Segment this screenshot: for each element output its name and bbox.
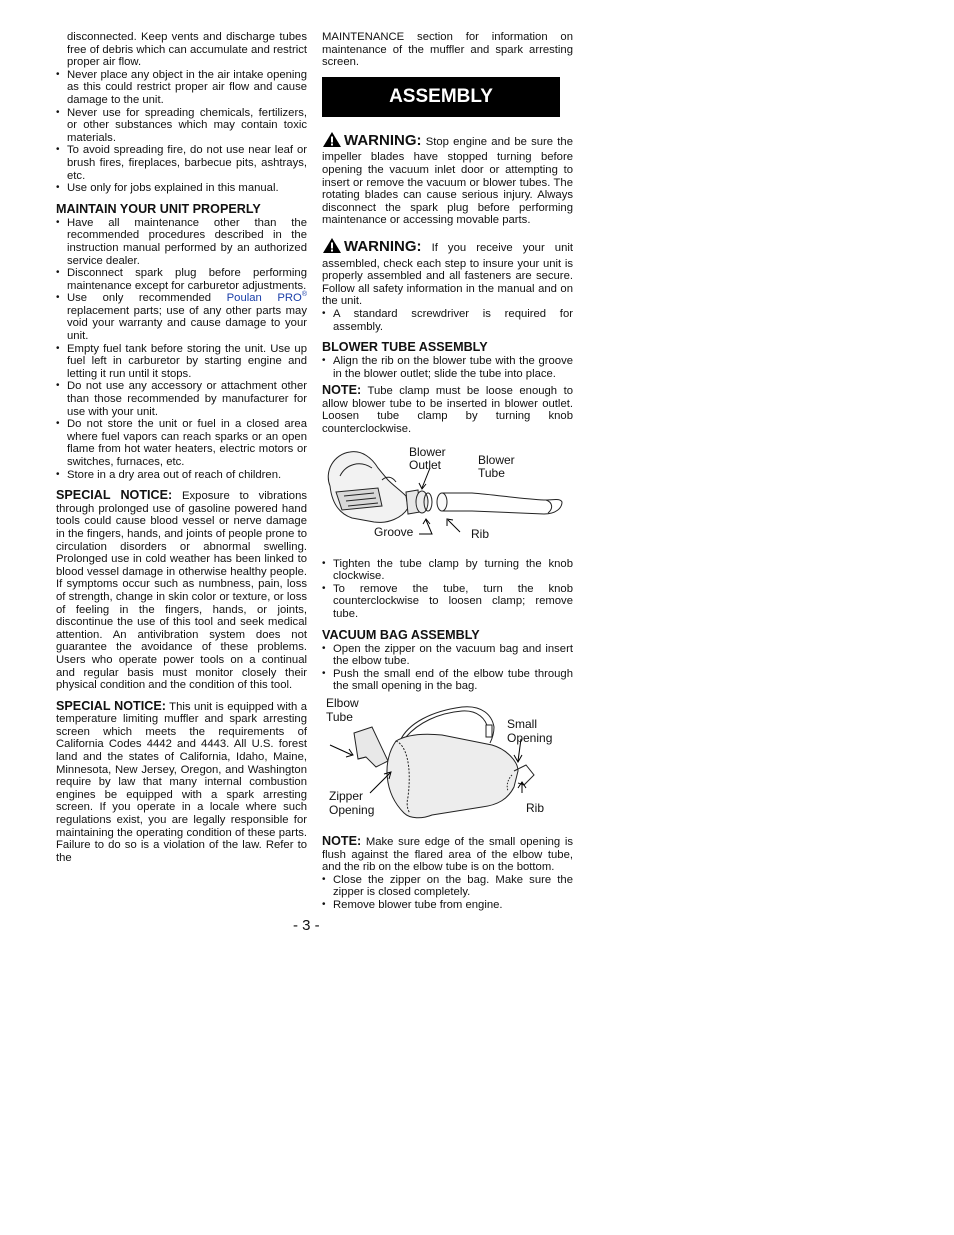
special-notice-vibration: [56, 489, 307, 692]
left-column: [56, 31, 307, 864]
notice-label: SPECIAL NOTICE:: [56, 488, 173, 503]
blower-tube-illustration: [322, 446, 573, 550]
maintain-heading: MAINTAIN YOUR UNIT PROPERLY: [56, 201, 261, 216]
label-rib: Rib: [526, 801, 545, 815]
list-item: • Disconnect spark plug before performing maintenance except for carburetor adjustments.: [56, 267, 307, 292]
list-item: • Push the small end of the elbow tube through the small opening in the bag.: [322, 668, 573, 693]
right-column: [322, 31, 573, 912]
vacuum-bag-heading: VACUUM BAG ASSEMBLY: [322, 627, 480, 642]
list-item: • Align the rib on the blower tube with the groove in the blower outlet; slide the tube into place.: [322, 355, 573, 380]
label-rib: Rib: [471, 526, 490, 541]
page-number: - 3 -: [293, 917, 320, 934]
list-item: • Tighten the tube clamp by turning the knob clockwise.: [322, 558, 573, 583]
blower-tube-heading: BLOWER TUBE ASSEMBLY: [322, 340, 488, 355]
notice-text: This unit is equipped with a temperature limiting muffler and spark arresting screen which meets the requirements of California Codes 4442 and 4443. All U.S. forest land and the states of California, Idaho, Maine, Minnesota, New Jersey, Oregon, and Washington require by law that many internal combustion engines be equipped with a spark arresting screen. If you operate in a locale where such regulations exist, you are legally responsible for maintaining the operating condition of these parts. Failure to do so is a violation of the law. Refer to the: [56, 700, 307, 864]
label-blower-tube: Blower Tube: [478, 452, 515, 481]
warning-label: WARNING:: [344, 131, 422, 149]
note-small-opening: [322, 835, 573, 874]
list-item: • Do not store the unit or fuel in a closed area where fuel vapors can reach sparks or an open flame from hot water heaters, electric motors or switches, furnaces, etc.: [56, 418, 307, 468]
list-item: • Close the zipper on the bag. Make sure the zipper is closed completely.: [322, 874, 573, 899]
special-notice-spark-arrestor: [56, 700, 307, 865]
list-item: • To remove the tube, turn the knob counterclockwise to loosen clamp; remove tube.: [322, 583, 573, 621]
list-item: • Never use for spreading chemicals, fertilizers, or other substances which may contain toxic materials.: [56, 107, 307, 145]
warning-stop-engine: [322, 131, 573, 227]
note-label: NOTE:: [322, 834, 362, 848]
note-label: NOTE:: [322, 383, 362, 398]
blower-list: [322, 355, 573, 380]
notice-text: Exposure to vibrations through prolonged use of gasoline powered hand tools could cause blood vessel or nerve damage in the fingers, hands, and joints of people prone to circulation disorders or abnormal swelling. Prolonged use in cold weather has been linked to blood vessel damage in otherwise healthy people. If symptoms occur such as numbness, pain, loss of strength, change in skin color or texture, or loss of feeling in the fingers, hands, or joints, discontinue the use of this tool and seek medical attention. An antivibration system does not guarantee the avoidance of these problems. Users who operate power tools on a continual and regular basis must monitor closely their physical condition and the condition of this tool.: [56, 490, 308, 692]
label-groove: Groove: [374, 524, 414, 539]
list-item: • Have all maintenance other than the recommended procedures described in the instruction manual performed by an authorized service dealer.: [56, 217, 307, 267]
warning-triangle-icon: [322, 237, 342, 258]
label-zipper-opening: Zipper Opening: [329, 789, 375, 817]
list-item: • Open the zipper on the vacuum bag and insert the elbow tube.: [322, 643, 573, 668]
label-blower-outlet: Blower Outlet: [409, 444, 446, 473]
list-item: • To avoid spreading fire, do not use near leaf or brush fires, fireplaces, barbecue pits, ashtrays, etc.: [56, 144, 307, 182]
intro-text: disconnected. Keep vents and discharge tubes free of debris which can accumulate and restrict proper air flow.: [67, 31, 307, 69]
list-item: • Store in a dry area out of reach of children.: [56, 469, 307, 482]
note-text: Make sure edge of the small opening is flush against the flared area of the elbow tube, and the rib on the elbow tube is on the bottom.: [322, 836, 573, 874]
warning-text: If you receive your unit assembled, check each step to insure your unit is properly assembled and all fasteners are secure. Follow all safety information in the manual and on the unit.: [322, 241, 573, 308]
note-tube-clamp: [322, 384, 573, 435]
notice-label: SPECIAL NOTICE:: [56, 698, 166, 713]
maintain-list: [56, 217, 307, 481]
list-item: • Remove blower tube from engine.: [322, 899, 573, 912]
list-item: • Use only for jobs explained in this manual.: [56, 182, 307, 195]
note-text: Tube clamp must be loose enough to allow blower tube to be inserted in blower outlet. Loosen tube clamp by turning knob counterclockwise.: [322, 385, 573, 436]
list-item-poulan: [56, 292, 307, 342]
final-list: [322, 874, 573, 912]
poulan-brand-link: Poulan PRO: [226, 292, 302, 305]
blower-list-2: [322, 558, 573, 621]
intro-text: MAINTENANCE section for information on maintenance of the muffler and spark arresting screen.: [322, 31, 573, 69]
warning-text: Stop engine and be sure the impeller blades have stopped turning before opening the vacuum inlet door or attempting to insert or remove the vacuum or blower tubes. The rotating blades can cause serious injury. Always disconnect the spark plug before performing maintenance or accessing movable parts.: [322, 135, 573, 227]
warning-label: WARNING:: [344, 237, 422, 255]
label-elbow-tube: Elbow Tube: [326, 696, 359, 724]
list-item: • A standard screwdriver is required for assembly.: [322, 308, 573, 333]
blower-tube-figure: [322, 446, 573, 550]
vacuum-list: [322, 643, 573, 693]
poulan-post: replacement parts; use of any other parts may void your warranty and cause damage to your unit.: [67, 304, 307, 343]
assembly-section-header: ASSEMBLY: [322, 77, 560, 117]
warning-triangle-icon: [322, 131, 342, 152]
label-small-opening: Small Opening: [507, 717, 553, 745]
safety-list: [56, 69, 307, 195]
list-item: • Empty fuel tank before storing the unit. Use up fuel left in carburetor by starting engine and letting it run until it stops.: [56, 343, 307, 381]
poulan-pre: Use only recommended: [67, 292, 227, 305]
list-item: • Do not use any accessory or attachment other than those recommended by manufacturer for use with your unit.: [56, 380, 307, 418]
warning-assembled-unit: [322, 237, 573, 308]
registered-mark: ®: [301, 291, 307, 299]
tools-list: [322, 308, 573, 333]
list-item: • Never place any object in the air intake opening as this could restrict proper air flow and cause damage to the unit.: [56, 69, 307, 107]
vacuum-bag-figure: [322, 696, 573, 827]
